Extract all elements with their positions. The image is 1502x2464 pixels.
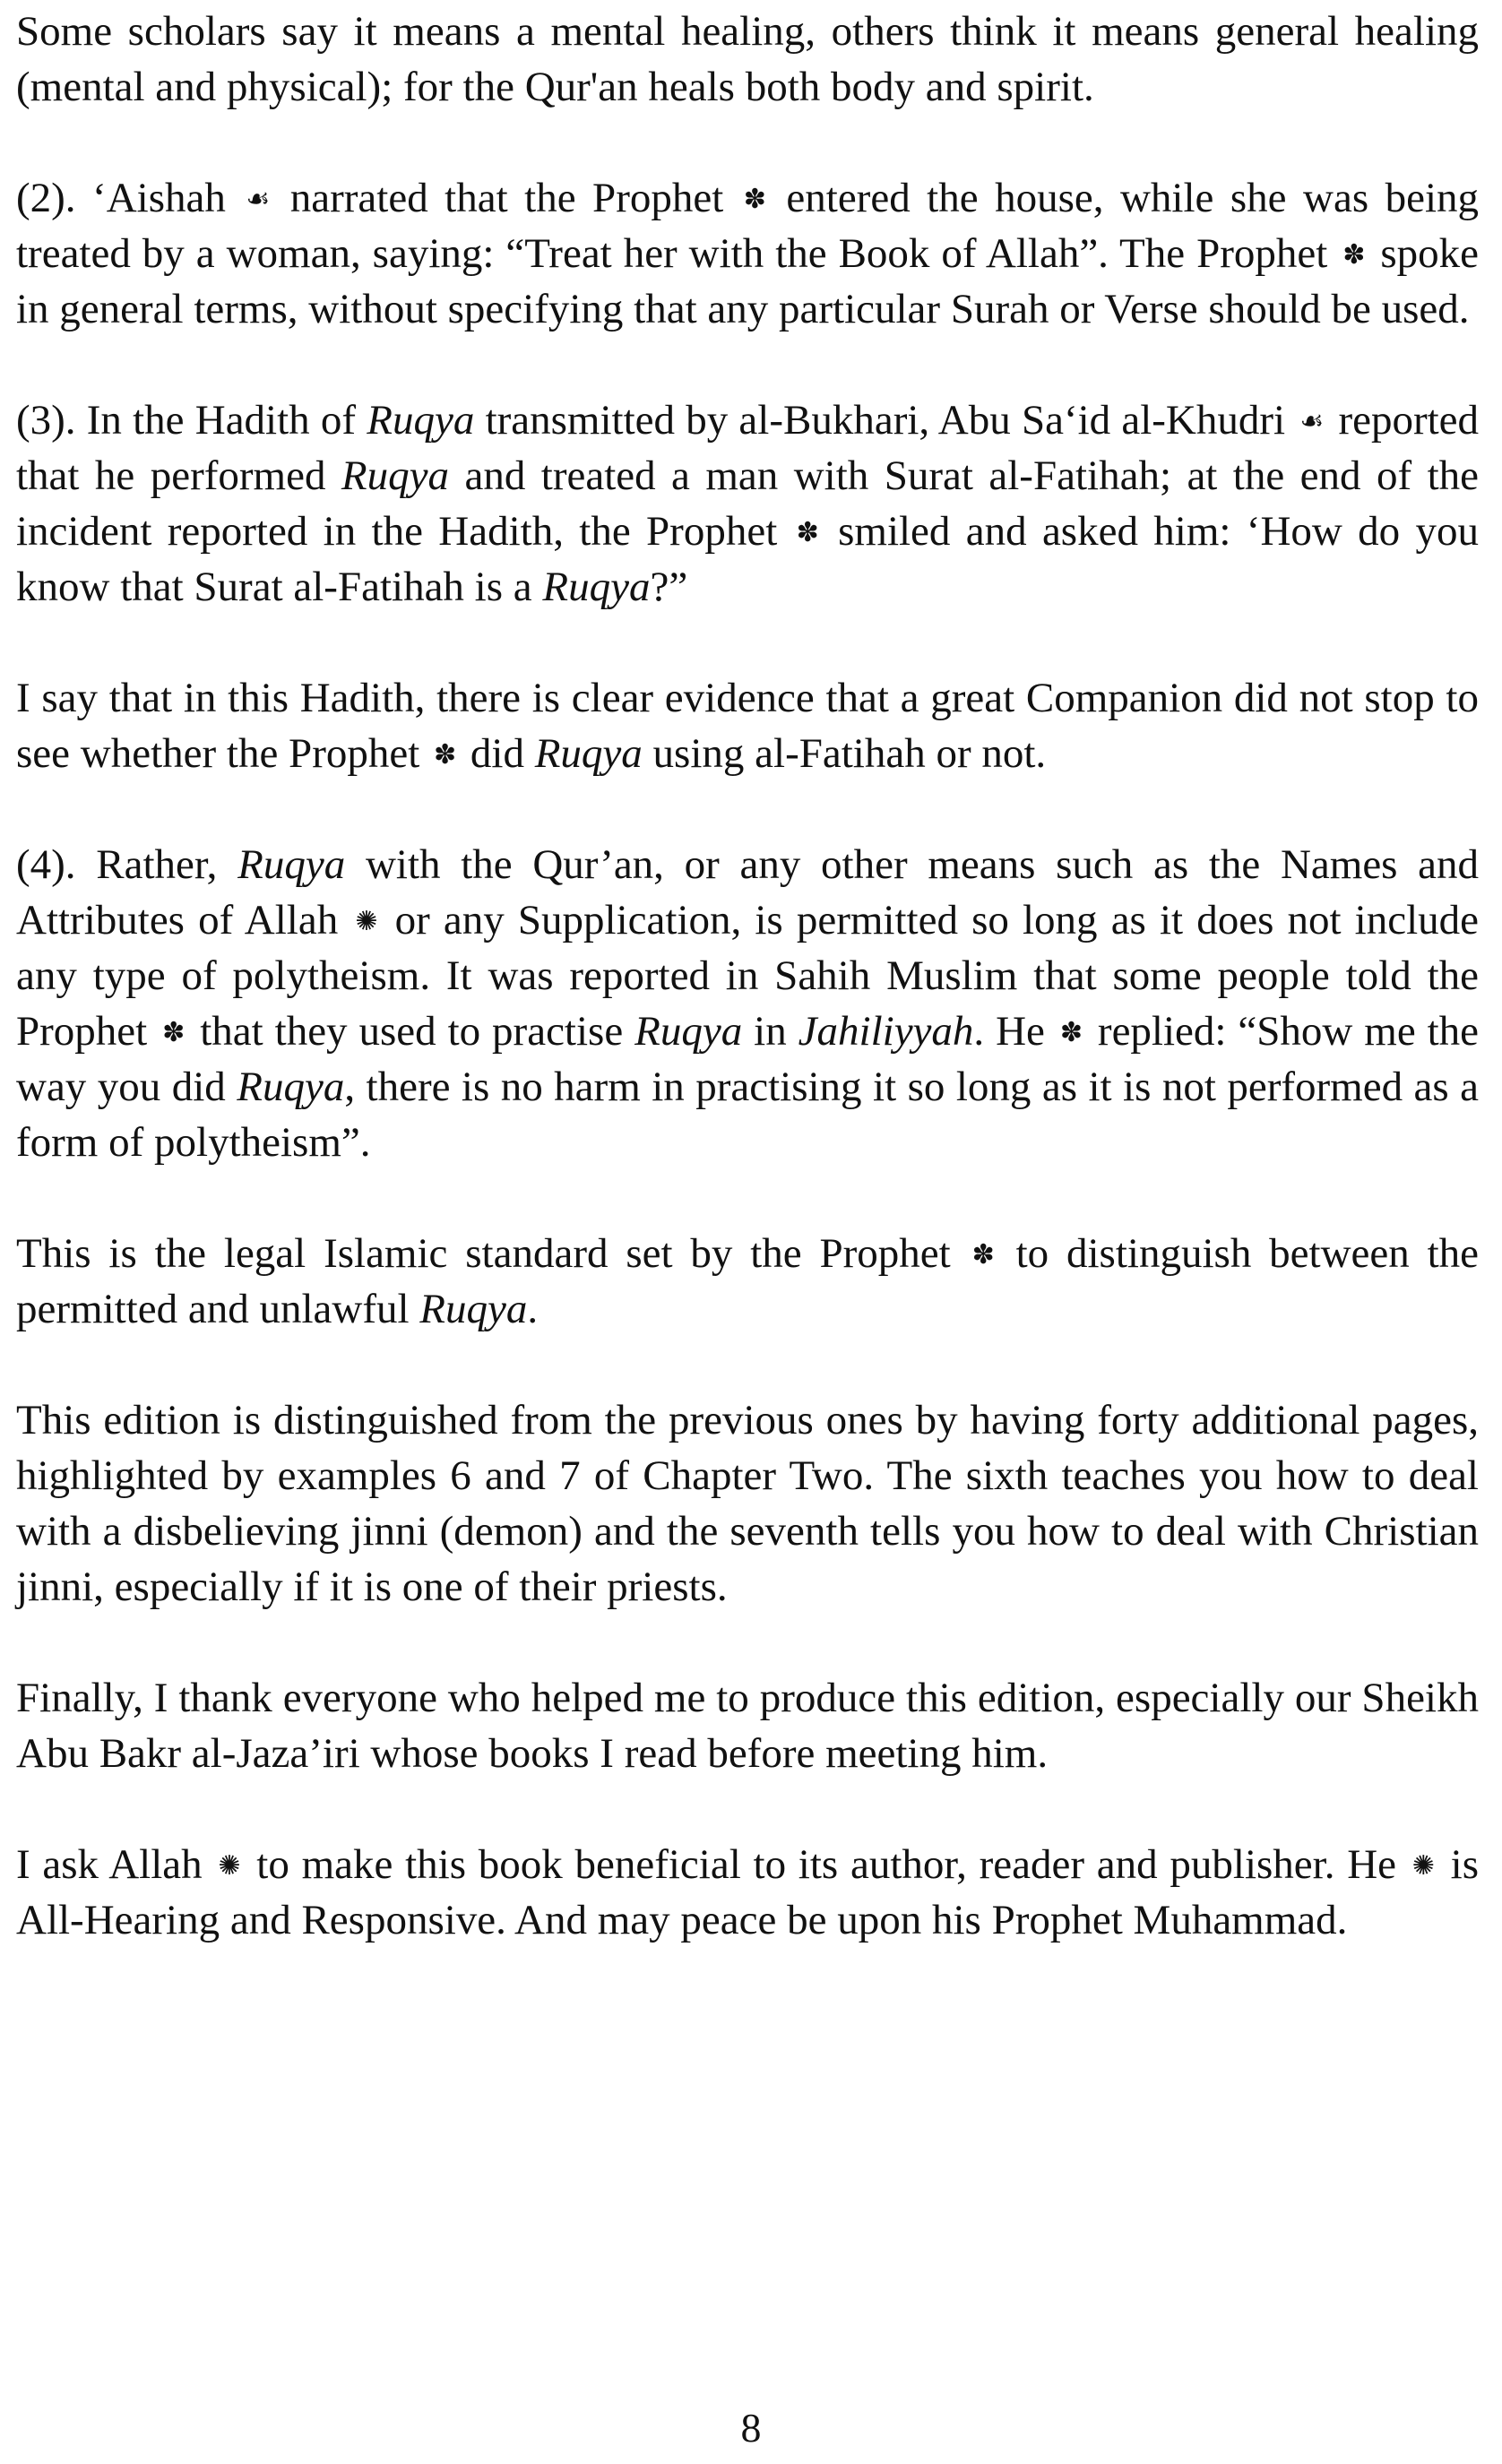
paragraph-ruqya-hadith — [16, 392, 1479, 615]
text: did — [470, 730, 524, 777]
text: . — [527, 1286, 539, 1332]
text: Finally, I thank everyone who helped me to produce this edition, especially our Sheikh Abu Bakr al-Jaza’iri whose books I read before meeting him. — [16, 1675, 1479, 1777]
text: I say that in this Hadith, there is clear evidence that a great Companion did not stop to see whether the Prophet — [16, 675, 1479, 777]
text: , there is no harm in practising it so long as it is not performed as a form of polytheism”. — [16, 1064, 1479, 1166]
italic-term: Ruqya — [542, 564, 651, 610]
prophet-honorific-icon: ✽ — [796, 517, 819, 548]
text: (2). ‘Aishah — [16, 175, 226, 221]
text: . He — [973, 1008, 1045, 1055]
paragraph-acknowledgement — [16, 1670, 1479, 1781]
companion-honorific-icon: ☙ — [1299, 406, 1325, 437]
text: entered the house, while she was being treated by a woman, saying: “Treat her with the Book of Allah”. The Prophet — [16, 175, 1480, 277]
paragraph-companion-evidence — [16, 670, 1479, 781]
prophet-honorific-icon: ✽ — [162, 1017, 186, 1048]
italic-term: Ruqya — [534, 730, 643, 777]
paragraph-healing-meaning — [16, 4, 1479, 115]
prophet-honorific-icon: ✽ — [1059, 1017, 1083, 1048]
paragraph-closing-prayer — [16, 1837, 1479, 1948]
text: with the Qur’an, or any other means such as the Names and Attributes of Allah — [16, 841, 1480, 943]
text: This edition is distinguished from the previous ones by having forty additional pages, highlighted by examples 6 and 7 of Chapter Two. The sixth teaches you how to deal with a disbelieving jinni (demon) and the seventh tells you how to deal with Christian jinni, especially if it is one of their priests. — [16, 1397, 1479, 1610]
italic-term: Ruqya — [419, 1286, 528, 1332]
prophet-honorific-icon: ✽ — [1342, 239, 1366, 271]
text: or any Supplication, is permitted so long as it does not include any type of polytheism. It was reported in Sahih Muslim that some people told the Prophet — [16, 897, 1480, 1055]
text: is All-Hearing and Responsive. And may peace be upon his Prophet Muhammad. — [16, 1841, 1480, 1943]
text: smiled and asked him: ‘How do you know that Surat al-Fatihah is a — [16, 508, 1480, 610]
italic-term: Ruqya — [237, 1064, 345, 1110]
text: (4). Rather, — [16, 841, 218, 888]
paragraph-aishah-narration — [16, 170, 1479, 337]
allah-glorification-icon: ✺ — [218, 1850, 241, 1882]
italic-term: Ruqya — [367, 397, 475, 444]
text: spoke in general terms, without specifying that any particular Surah or Verse should be used. — [16, 230, 1480, 332]
text: to distinguish between the permitted and unlawful — [16, 1230, 1480, 1332]
text: and treated a man with Surat al-Fatihah; at the end of the incident reported in the Hadith, the Prophet — [16, 452, 1480, 555]
paragraph-permitted-ruqya — [16, 837, 1479, 1170]
prophet-honorific-icon: ✽ — [971, 1239, 995, 1271]
text: ?” — [650, 564, 688, 610]
text: reported that he performed — [16, 397, 1480, 499]
prophet-honorific-icon: ✽ — [743, 184, 766, 215]
italic-term: Ruqya — [634, 1008, 743, 1055]
text: transmitted by al-Bukhari, Abu Sa‘id al-Khudri — [485, 397, 1286, 444]
allah-glorification-icon: ✺ — [1411, 1850, 1435, 1882]
text: using al-Fatihah or not. — [652, 730, 1047, 777]
text: that they used to practise — [200, 1008, 624, 1055]
text: in — [754, 1008, 787, 1055]
paragraph-legal-standard — [16, 1226, 1479, 1337]
text: Some scholars say it means a mental healing, others think it means general healing (mental and physical); for the Qur'an heals both body and spirit. — [16, 8, 1479, 110]
document-page — [16, 0, 1479, 2003]
paragraph-edition-note — [16, 1392, 1479, 1615]
text: to make this book beneficial to its author, reader and publisher. He — [256, 1841, 1397, 1888]
italic-term: Ruqya — [237, 841, 346, 888]
prophet-honorific-icon: ✽ — [434, 739, 457, 771]
text: I ask Allah — [16, 1841, 203, 1888]
text: (3). In the Hadith of — [16, 397, 357, 444]
italic-term: Ruqya — [341, 452, 449, 499]
page-number: 8 — [740, 2405, 762, 2451]
text: replied: “Show me the way you did — [16, 1008, 1480, 1110]
text: This is the legal Islamic standard set by the Prophet — [16, 1230, 951, 1277]
allah-glorification-icon: ✺ — [355, 906, 378, 937]
italic-term: Jahiliyyah — [798, 1008, 974, 1055]
companion-honorific-icon: ☙ — [246, 184, 271, 215]
text: narrated that the Prophet — [289, 175, 724, 221]
